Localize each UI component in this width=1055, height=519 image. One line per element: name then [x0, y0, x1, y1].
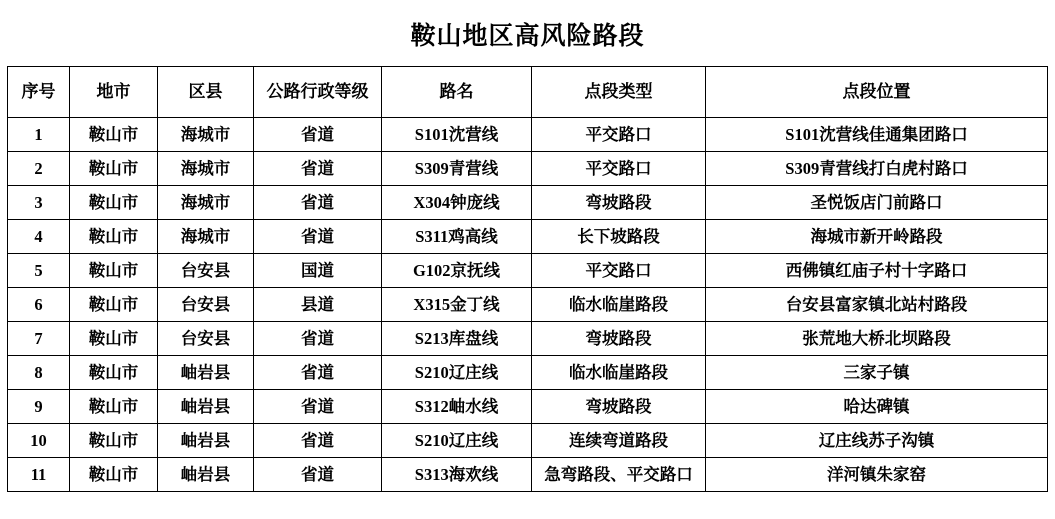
column-header-point-location: 点段位置 [706, 67, 1048, 118]
cell-road-grade: 省道 [254, 458, 382, 492]
cell-point-type: 临水临崖路段 [532, 356, 706, 390]
table-row [8, 322, 1048, 356]
cell-city: 鞍山市 [70, 288, 158, 322]
cell-city: 鞍山市 [70, 254, 158, 288]
cell-road-name: X315金丁线 [382, 288, 532, 322]
cell-point-location: 张荒地大桥北坝路段 [706, 322, 1048, 356]
cell-point-location: 圣悦饭店门前路口 [706, 186, 1048, 220]
column-header-road-name: 路名 [382, 67, 532, 118]
cell-index: 10 [8, 424, 70, 458]
table-row [8, 118, 1048, 152]
table-row [8, 152, 1048, 186]
cell-road-name: G102京抚线 [382, 254, 532, 288]
cell-point-type: 急弯路段、平交路口 [532, 458, 706, 492]
cell-district: 海城市 [158, 152, 254, 186]
cell-road-name: S311鸡高线 [382, 220, 532, 254]
cell-district: 台安县 [158, 254, 254, 288]
cell-city: 鞍山市 [70, 152, 158, 186]
cell-point-location: S101沈营线佳通集团路口 [706, 118, 1048, 152]
column-header-road-grade: 公路行政等级 [254, 67, 382, 118]
cell-point-location: 三家子镇 [706, 356, 1048, 390]
cell-city: 鞍山市 [70, 424, 158, 458]
cell-road-grade: 省道 [254, 186, 382, 220]
cell-road-grade: 省道 [254, 322, 382, 356]
cell-point-type: 弯坡路段 [532, 322, 706, 356]
table-row [8, 220, 1048, 254]
table-row [8, 390, 1048, 424]
cell-city: 鞍山市 [70, 186, 158, 220]
cell-road-name: S313海欢线 [382, 458, 532, 492]
cell-point-type: 平交路口 [532, 152, 706, 186]
cell-city: 鞍山市 [70, 458, 158, 492]
cell-road-name: S309青营线 [382, 152, 532, 186]
cell-index: 7 [8, 322, 70, 356]
column-header-point-type: 点段类型 [532, 67, 706, 118]
cell-point-location: 海城市新开岭路段 [706, 220, 1048, 254]
cell-district: 岫岩县 [158, 390, 254, 424]
cell-city: 鞍山市 [70, 118, 158, 152]
cell-district: 岫岩县 [158, 458, 254, 492]
cell-road-grade: 省道 [254, 118, 382, 152]
cell-point-location: 西佛镇红庙子村十字路口 [706, 254, 1048, 288]
cell-point-location: 辽庄线苏子沟镇 [706, 424, 1048, 458]
cell-district: 海城市 [158, 186, 254, 220]
cell-city: 鞍山市 [70, 220, 158, 254]
cell-city: 鞍山市 [70, 356, 158, 390]
cell-district: 岫岩县 [158, 424, 254, 458]
cell-index: 11 [8, 458, 70, 492]
cell-road-grade: 县道 [254, 288, 382, 322]
table-header-row [8, 67, 1048, 118]
cell-road-name: S312岫水线 [382, 390, 532, 424]
cell-city: 鞍山市 [70, 390, 158, 424]
table-row [8, 254, 1048, 288]
table-row [8, 186, 1048, 220]
table-row [8, 288, 1048, 322]
cell-road-grade: 省道 [254, 152, 382, 186]
cell-point-type: 平交路口 [532, 254, 706, 288]
cell-point-type: 弯坡路段 [532, 186, 706, 220]
page-title: 鞍山地区高风险路段 [410, 23, 645, 50]
cell-district: 岫岩县 [158, 356, 254, 390]
cell-road-grade: 省道 [254, 356, 382, 390]
cell-index: 9 [8, 390, 70, 424]
cell-district: 海城市 [158, 220, 254, 254]
cell-point-type: 平交路口 [532, 118, 706, 152]
cell-road-name: S213库盘线 [382, 322, 532, 356]
cell-district: 海城市 [158, 118, 254, 152]
table-row [8, 356, 1048, 390]
cell-point-type: 临水临崖路段 [532, 288, 706, 322]
cell-index: 6 [8, 288, 70, 322]
cell-road-grade: 省道 [254, 390, 382, 424]
cell-road-grade: 省道 [254, 424, 382, 458]
cell-index: 3 [8, 186, 70, 220]
cell-road-name: S210辽庄线 [382, 356, 532, 390]
cell-point-location: S309青营线打白虎村路口 [706, 152, 1048, 186]
cell-road-grade: 省道 [254, 220, 382, 254]
cell-road-name: S210辽庄线 [382, 424, 532, 458]
column-header-city: 地市 [70, 67, 158, 118]
cell-point-type: 弯坡路段 [532, 390, 706, 424]
cell-index: 8 [8, 356, 70, 390]
cell-point-type: 连续弯道路段 [532, 424, 706, 458]
cell-district: 台安县 [158, 288, 254, 322]
cell-index: 1 [8, 118, 70, 152]
cell-point-type: 长下坡路段 [532, 220, 706, 254]
cell-road-name: S101沈营线 [382, 118, 532, 152]
cell-index: 5 [8, 254, 70, 288]
cell-index: 4 [8, 220, 70, 254]
table-row [8, 458, 1048, 492]
cell-district: 台安县 [158, 322, 254, 356]
table-row [8, 424, 1048, 458]
cell-point-location: 哈达碑镇 [706, 390, 1048, 424]
cell-city: 鞍山市 [70, 322, 158, 356]
column-header-district: 区县 [158, 67, 254, 118]
cell-point-location: 洋河镇朱家窑 [706, 458, 1048, 492]
cell-road-grade: 国道 [254, 254, 382, 288]
cell-index: 2 [8, 152, 70, 186]
cell-point-location: 台安县富家镇北站村路段 [706, 288, 1048, 322]
high-risk-road-table [7, 66, 1048, 492]
column-header-index: 序号 [8, 67, 70, 118]
cell-road-name: X304钟庞线 [382, 186, 532, 220]
